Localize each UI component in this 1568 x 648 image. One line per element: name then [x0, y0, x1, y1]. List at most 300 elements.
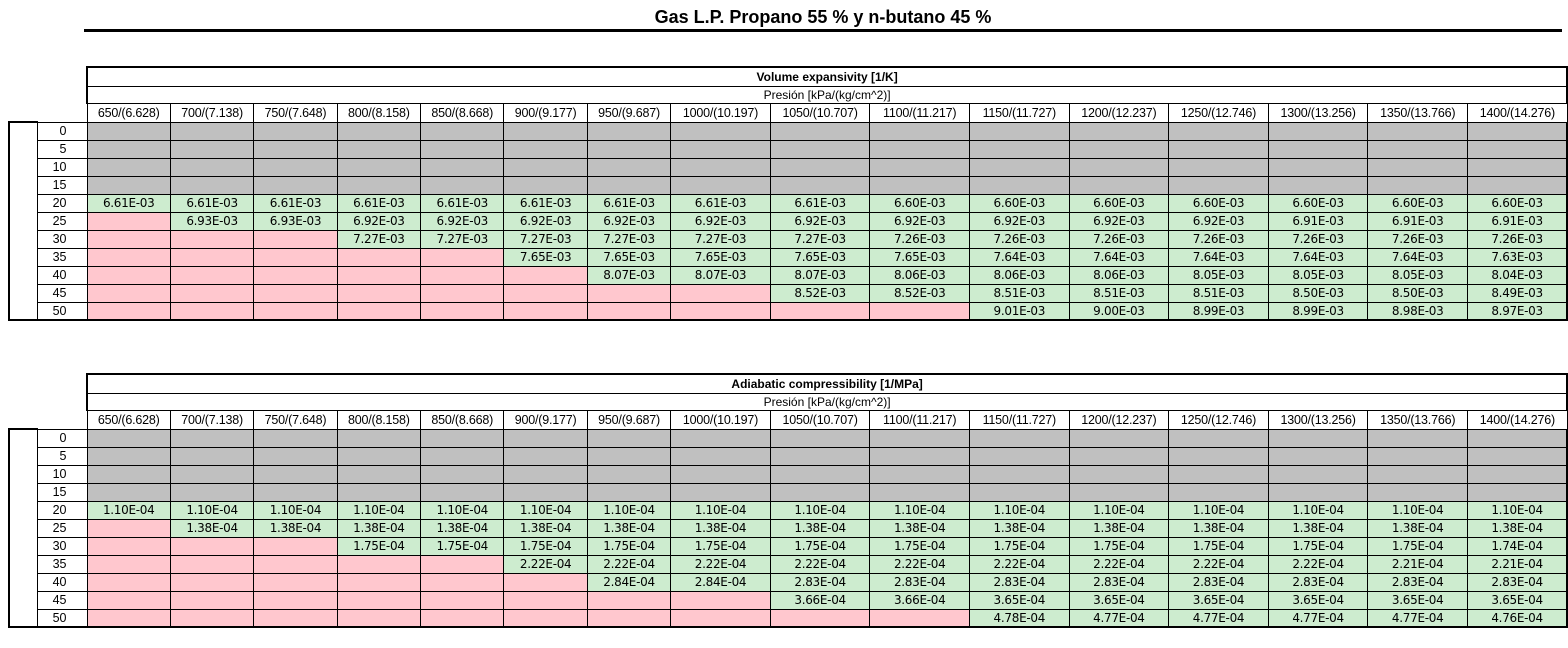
page-title: Gas L.P. Propano 55 % y n-butano 45 % — [654, 7, 992, 27]
pressure-header: 1100/(11.217) — [870, 103, 970, 122]
table-cell: 1.38E-04 — [671, 519, 771, 537]
pressure-header: 1000/(10.197) — [671, 103, 771, 122]
table-cell — [587, 591, 670, 609]
temperature-value: 10 — [37, 158, 87, 176]
pressure-header: 650/(6.628) — [87, 410, 170, 429]
table-cell: 1.10E-04 — [87, 501, 170, 519]
temperature-axis — [9, 122, 37, 320]
table-cell — [87, 447, 170, 465]
table-cell — [1368, 176, 1468, 194]
table-cell — [587, 609, 670, 627]
table-cell — [970, 158, 1070, 176]
table-cell — [1069, 429, 1169, 447]
table-cell — [87, 555, 170, 573]
table-cell: 4.77E-04 — [1069, 609, 1169, 627]
table-cell: 6.60E-03 — [1368, 194, 1468, 212]
table-cell — [87, 212, 170, 230]
table-cell — [1069, 140, 1169, 158]
table-cell — [170, 230, 253, 248]
table-cell — [587, 447, 670, 465]
table-row — [9, 573, 1567, 591]
table-cell — [421, 573, 504, 591]
table-cell: 8.51E-03 — [1069, 284, 1169, 302]
table-cell: 3.65E-04 — [1368, 591, 1468, 609]
table-cell — [337, 465, 420, 483]
table-row — [9, 555, 1567, 573]
table-cell — [170, 302, 253, 320]
table-cell: 6.60E-03 — [1169, 194, 1269, 212]
table-cell — [671, 483, 771, 501]
table-cell — [421, 176, 504, 194]
table-cell — [587, 158, 670, 176]
pressure-header: 800/(8.158) — [337, 410, 420, 429]
table-cell: 6.92E-03 — [1069, 212, 1169, 230]
table-cell — [870, 609, 970, 627]
table-cell — [504, 158, 587, 176]
volume-expansivity-table — [8, 66, 1568, 321]
table-cell: 6.91E-03 — [1467, 212, 1567, 230]
table-cell — [504, 266, 587, 284]
table-cell: 1.38E-04 — [970, 519, 1070, 537]
table-cell — [1169, 465, 1269, 483]
table-cell: 7.65E-03 — [770, 248, 870, 266]
table-cell: 6.60E-03 — [870, 194, 970, 212]
table-cell — [170, 555, 253, 573]
temperature-value: 15 — [37, 483, 87, 501]
table-row — [9, 302, 1567, 320]
table-row — [9, 537, 1567, 555]
table-cell: 8.51E-03 — [1169, 284, 1269, 302]
table-row — [9, 447, 1567, 465]
table-cell — [671, 447, 771, 465]
table-cell — [254, 176, 337, 194]
table-cell — [1069, 122, 1169, 140]
pressure-header: 1400/(14.276) — [1467, 410, 1567, 429]
table-cell — [587, 122, 670, 140]
table-cell — [337, 429, 420, 447]
table-row — [9, 176, 1567, 194]
table-cell — [254, 447, 337, 465]
table-cell — [421, 483, 504, 501]
table-cell: 1.75E-04 — [870, 537, 970, 555]
table-cell — [770, 122, 870, 140]
table-cell — [1069, 447, 1169, 465]
table-cell: 2.22E-04 — [504, 555, 587, 573]
table-cell — [1169, 176, 1269, 194]
data-grid — [8, 373, 1568, 628]
table-cell: 6.60E-03 — [1069, 194, 1169, 212]
pressure-header: 1400/(14.276) — [1467, 103, 1567, 122]
pressure-header: 750/(7.648) — [254, 410, 337, 429]
pressure-header: 1050/(10.707) — [770, 103, 870, 122]
table-cell — [421, 302, 504, 320]
table-cell — [870, 483, 970, 501]
table-cell: 6.61E-03 — [770, 194, 870, 212]
table-cell — [170, 465, 253, 483]
table-cell: 6.93E-03 — [254, 212, 337, 230]
pressure-header: 1000/(10.197) — [671, 410, 771, 429]
table-cell — [337, 284, 420, 302]
table-cell — [1268, 465, 1368, 483]
table-cell — [337, 591, 420, 609]
table-cell: 1.38E-04 — [1467, 519, 1567, 537]
table-cell: 6.92E-03 — [421, 212, 504, 230]
table-cell: 8.05E-03 — [1268, 266, 1368, 284]
table-cell — [170, 140, 253, 158]
table-cell: 1.10E-04 — [870, 501, 970, 519]
temperature-value: 25 — [37, 519, 87, 537]
table-cell: 7.27E-03 — [421, 230, 504, 248]
table-cell — [1069, 176, 1169, 194]
table-cell — [870, 465, 970, 483]
table-cell — [870, 158, 970, 176]
adiabatic-compressibility-table — [8, 373, 1568, 628]
table-cell — [587, 176, 670, 194]
table-cell: 8.50E-03 — [1268, 284, 1368, 302]
table-cell — [870, 140, 970, 158]
table-cell — [770, 609, 870, 627]
table-cell: 4.77E-04 — [1268, 609, 1368, 627]
table-cell — [337, 483, 420, 501]
table-cell — [1268, 140, 1368, 158]
pressure-header: 1300/(13.256) — [1268, 103, 1368, 122]
table-cell — [170, 609, 253, 627]
table-cell: 1.10E-04 — [1467, 501, 1567, 519]
table-cell: 7.27E-03 — [587, 230, 670, 248]
table-cell: 4.77E-04 — [1368, 609, 1468, 627]
temperature-value: 30 — [37, 230, 87, 248]
table-cell — [170, 266, 253, 284]
table-cell — [337, 447, 420, 465]
table-cell — [421, 158, 504, 176]
table-cell: 8.51E-03 — [970, 284, 1070, 302]
table-cell: 1.10E-04 — [254, 501, 337, 519]
table-cell — [504, 483, 587, 501]
table-row — [9, 483, 1567, 501]
table-cell — [504, 122, 587, 140]
pressure-header: 1300/(13.256) — [1268, 410, 1368, 429]
table-row — [9, 140, 1567, 158]
table-cell: 7.64E-03 — [1069, 248, 1169, 266]
table-cell — [1368, 122, 1468, 140]
table-cell: 7.63E-03 — [1467, 248, 1567, 266]
table-cell: 3.65E-04 — [1467, 591, 1567, 609]
table-cell — [587, 429, 670, 447]
temperature-value: 10 — [37, 465, 87, 483]
table-cell: 9.01E-03 — [970, 302, 1070, 320]
table-cell — [970, 140, 1070, 158]
table-cell: 6.61E-03 — [671, 194, 771, 212]
pressure-header: 1200/(12.237) — [1069, 103, 1169, 122]
table-cell: 6.61E-03 — [254, 194, 337, 212]
table-cell — [87, 158, 170, 176]
table-cell: 2.84E-04 — [671, 573, 771, 591]
table-cell: 6.92E-03 — [337, 212, 420, 230]
table-cell — [671, 176, 771, 194]
table-title: Volume expansivity [1/K] — [87, 67, 1567, 86]
table-cell — [87, 519, 170, 537]
table-cell — [254, 284, 337, 302]
table-cell — [1467, 140, 1567, 158]
table-cell: 1.75E-04 — [671, 537, 771, 555]
table-cell: 6.92E-03 — [504, 212, 587, 230]
table-cell: 6.92E-03 — [587, 212, 670, 230]
table-cell: 7.65E-03 — [671, 248, 771, 266]
table-cell: 6.92E-03 — [870, 212, 970, 230]
table-cell — [1467, 465, 1567, 483]
table-cell — [87, 573, 170, 591]
table-cell: 2.22E-04 — [870, 555, 970, 573]
table-cell — [870, 429, 970, 447]
table-cell — [337, 158, 420, 176]
table-cell — [504, 609, 587, 627]
table-cell — [421, 248, 504, 266]
table-cell: 2.83E-04 — [970, 573, 1070, 591]
pressure-header: 650/(6.628) — [87, 103, 170, 122]
table-cell — [970, 429, 1070, 447]
table-cell — [170, 537, 253, 555]
table-cell — [337, 140, 420, 158]
table-cell: 1.38E-04 — [1268, 519, 1368, 537]
table-cell: 4.77E-04 — [1169, 609, 1269, 627]
table-cell — [1368, 483, 1468, 501]
table-cell: 1.74E-04 — [1467, 537, 1567, 555]
table-cell — [587, 483, 670, 501]
table-cell — [671, 302, 771, 320]
table-cell — [254, 555, 337, 573]
table-cell: 1.75E-04 — [587, 537, 670, 555]
table-cell — [1268, 158, 1368, 176]
table-cell — [87, 537, 170, 555]
table-cell: 1.10E-04 — [504, 501, 587, 519]
table-cell — [1069, 465, 1169, 483]
table-cell: 4.76E-04 — [1467, 609, 1567, 627]
table-cell — [337, 609, 420, 627]
table-cell — [254, 591, 337, 609]
table-cell: 7.65E-03 — [870, 248, 970, 266]
table-cell: 1.38E-04 — [1069, 519, 1169, 537]
table-row — [9, 465, 1567, 483]
table-cell: 7.64E-03 — [970, 248, 1070, 266]
table-cell: 3.65E-04 — [1069, 591, 1169, 609]
table-cell: 8.98E-03 — [1368, 302, 1468, 320]
pressure-header: 1350/(13.766) — [1368, 410, 1468, 429]
table-cell: 8.99E-03 — [1169, 302, 1269, 320]
table-cell: 2.22E-04 — [1069, 555, 1169, 573]
table-cell: 8.04E-03 — [1467, 266, 1567, 284]
table-cell — [504, 302, 587, 320]
table-cell — [671, 609, 771, 627]
table-cell — [170, 447, 253, 465]
table-cell: 7.26E-03 — [970, 230, 1070, 248]
table-row — [9, 501, 1567, 519]
pressure-header: 700/(7.138) — [170, 103, 253, 122]
table-cell: 2.83E-04 — [870, 573, 970, 591]
table-cell: 2.83E-04 — [1467, 573, 1567, 591]
table-cell: 7.26E-03 — [870, 230, 970, 248]
table-cell — [587, 284, 670, 302]
table-cell: 6.91E-03 — [1368, 212, 1468, 230]
table-cell — [671, 429, 771, 447]
table-cell — [421, 266, 504, 284]
table-row — [9, 248, 1567, 266]
table-cell: 1.75E-04 — [770, 537, 870, 555]
table-cell — [254, 573, 337, 591]
table-cell: 3.66E-04 — [870, 591, 970, 609]
table-cell — [337, 302, 420, 320]
table-cell: 7.65E-03 — [587, 248, 670, 266]
table-cell — [1169, 158, 1269, 176]
table-row — [9, 158, 1567, 176]
table-cell — [504, 591, 587, 609]
pressure-header: 850/(8.668) — [421, 103, 504, 122]
pressure-axis-label: Presión [kPa/(kg/cm^2)] — [87, 86, 1567, 103]
table-cell — [1368, 429, 1468, 447]
table-cell — [770, 465, 870, 483]
table-row — [9, 591, 1567, 609]
table-cell: 2.22E-04 — [671, 555, 771, 573]
table-cell: 1.38E-04 — [337, 519, 420, 537]
table-cell — [421, 465, 504, 483]
table-cell — [170, 429, 253, 447]
table-cell — [421, 429, 504, 447]
table-cell — [254, 465, 337, 483]
table-cell — [1368, 447, 1468, 465]
table-cell: 7.64E-03 — [1268, 248, 1368, 266]
pressure-header: 850/(8.668) — [421, 410, 504, 429]
table-cell: 8.07E-03 — [671, 266, 771, 284]
table-cell: 8.49E-03 — [1467, 284, 1567, 302]
temperature-value: 50 — [37, 302, 87, 320]
table-cell — [504, 140, 587, 158]
table-cell — [1169, 140, 1269, 158]
table-cell — [337, 266, 420, 284]
table-row — [9, 212, 1567, 230]
temperature-value: 20 — [37, 501, 87, 519]
table-cell — [1467, 122, 1567, 140]
table-cell — [87, 609, 170, 627]
temperature-value: 40 — [37, 573, 87, 591]
table-cell — [1467, 429, 1567, 447]
temperature-value: 45 — [37, 284, 87, 302]
table-cell — [671, 284, 771, 302]
table-cell — [870, 302, 970, 320]
table-cell — [504, 284, 587, 302]
table-cell: 1.10E-04 — [1169, 501, 1269, 519]
pressure-header: 750/(7.648) — [254, 103, 337, 122]
table-cell — [970, 176, 1070, 194]
table-cell — [970, 122, 1070, 140]
table-cell: 8.06E-03 — [1069, 266, 1169, 284]
pressure-header: 950/(9.687) — [587, 103, 670, 122]
table-cell — [1169, 122, 1269, 140]
table-cell: 7.27E-03 — [337, 230, 420, 248]
table-cell — [87, 140, 170, 158]
table-cell — [87, 122, 170, 140]
table-cell — [1268, 429, 1368, 447]
table-cell — [671, 465, 771, 483]
table-cell: 1.38E-04 — [504, 519, 587, 537]
temperature-value: 30 — [37, 537, 87, 555]
table-cell: 1.10E-04 — [587, 501, 670, 519]
table-cell — [1069, 158, 1169, 176]
table-cell — [254, 122, 337, 140]
table-cell: 8.07E-03 — [587, 266, 670, 284]
pressure-header: 900/(9.177) — [504, 103, 587, 122]
table-cell — [254, 537, 337, 555]
table-cell: 4.78E-04 — [970, 609, 1070, 627]
table-cell: 2.83E-04 — [770, 573, 870, 591]
table-cell — [254, 483, 337, 501]
pressure-header: 950/(9.687) — [587, 410, 670, 429]
table-cell: 7.26E-03 — [1268, 230, 1368, 248]
table-cell: 7.26E-03 — [1467, 230, 1567, 248]
table-cell — [254, 248, 337, 266]
table-cell — [337, 555, 420, 573]
table-cell: 8.50E-03 — [1368, 284, 1468, 302]
table-cell: 1.75E-04 — [970, 537, 1070, 555]
table-cell — [970, 483, 1070, 501]
pressure-header: 800/(8.158) — [337, 103, 420, 122]
table-cell: 1.38E-04 — [587, 519, 670, 537]
table-cell: 7.26E-03 — [1069, 230, 1169, 248]
table-cell — [1169, 429, 1269, 447]
table-cell: 1.38E-04 — [254, 519, 337, 537]
table-cell — [421, 555, 504, 573]
data-grid — [8, 66, 1568, 321]
pressure-header: 1050/(10.707) — [770, 410, 870, 429]
table-cell — [970, 447, 1070, 465]
table-cell: 2.83E-04 — [1268, 573, 1368, 591]
temperature-value: 0 — [37, 122, 87, 140]
table-cell — [504, 429, 587, 447]
table-cell — [254, 429, 337, 447]
table-cell — [970, 465, 1070, 483]
table-cell: 1.75E-04 — [421, 537, 504, 555]
table-cell — [337, 573, 420, 591]
table-cell: 2.21E-04 — [1368, 555, 1468, 573]
table-cell — [1169, 483, 1269, 501]
table-cell — [337, 176, 420, 194]
table-cell — [87, 266, 170, 284]
table-cell: 1.38E-04 — [1169, 519, 1269, 537]
table-cell — [671, 591, 771, 609]
table-cell: 8.07E-03 — [770, 266, 870, 284]
table-cell — [337, 248, 420, 266]
table-cell: 1.10E-04 — [337, 501, 420, 519]
table-cell: 2.84E-04 — [587, 573, 670, 591]
table-cell — [421, 447, 504, 465]
table-cell — [504, 176, 587, 194]
table-cell — [671, 158, 771, 176]
table-cell: 7.27E-03 — [671, 230, 771, 248]
table-cell — [421, 122, 504, 140]
table-cell — [254, 140, 337, 158]
table-cell — [87, 483, 170, 501]
table-cell: 1.75E-04 — [337, 537, 420, 555]
pressure-header: 900/(9.177) — [504, 410, 587, 429]
table-cell: 1.10E-04 — [1069, 501, 1169, 519]
table-cell — [1169, 447, 1269, 465]
table-cell: 9.00E-03 — [1069, 302, 1169, 320]
table-cell: 1.75E-04 — [1268, 537, 1368, 555]
pressure-header: 1200/(12.237) — [1069, 410, 1169, 429]
table-cell: 6.61E-03 — [337, 194, 420, 212]
table-cell: 6.61E-03 — [587, 194, 670, 212]
temperature-value: 5 — [37, 140, 87, 158]
temperature-value: 35 — [37, 248, 87, 266]
table-cell — [770, 302, 870, 320]
